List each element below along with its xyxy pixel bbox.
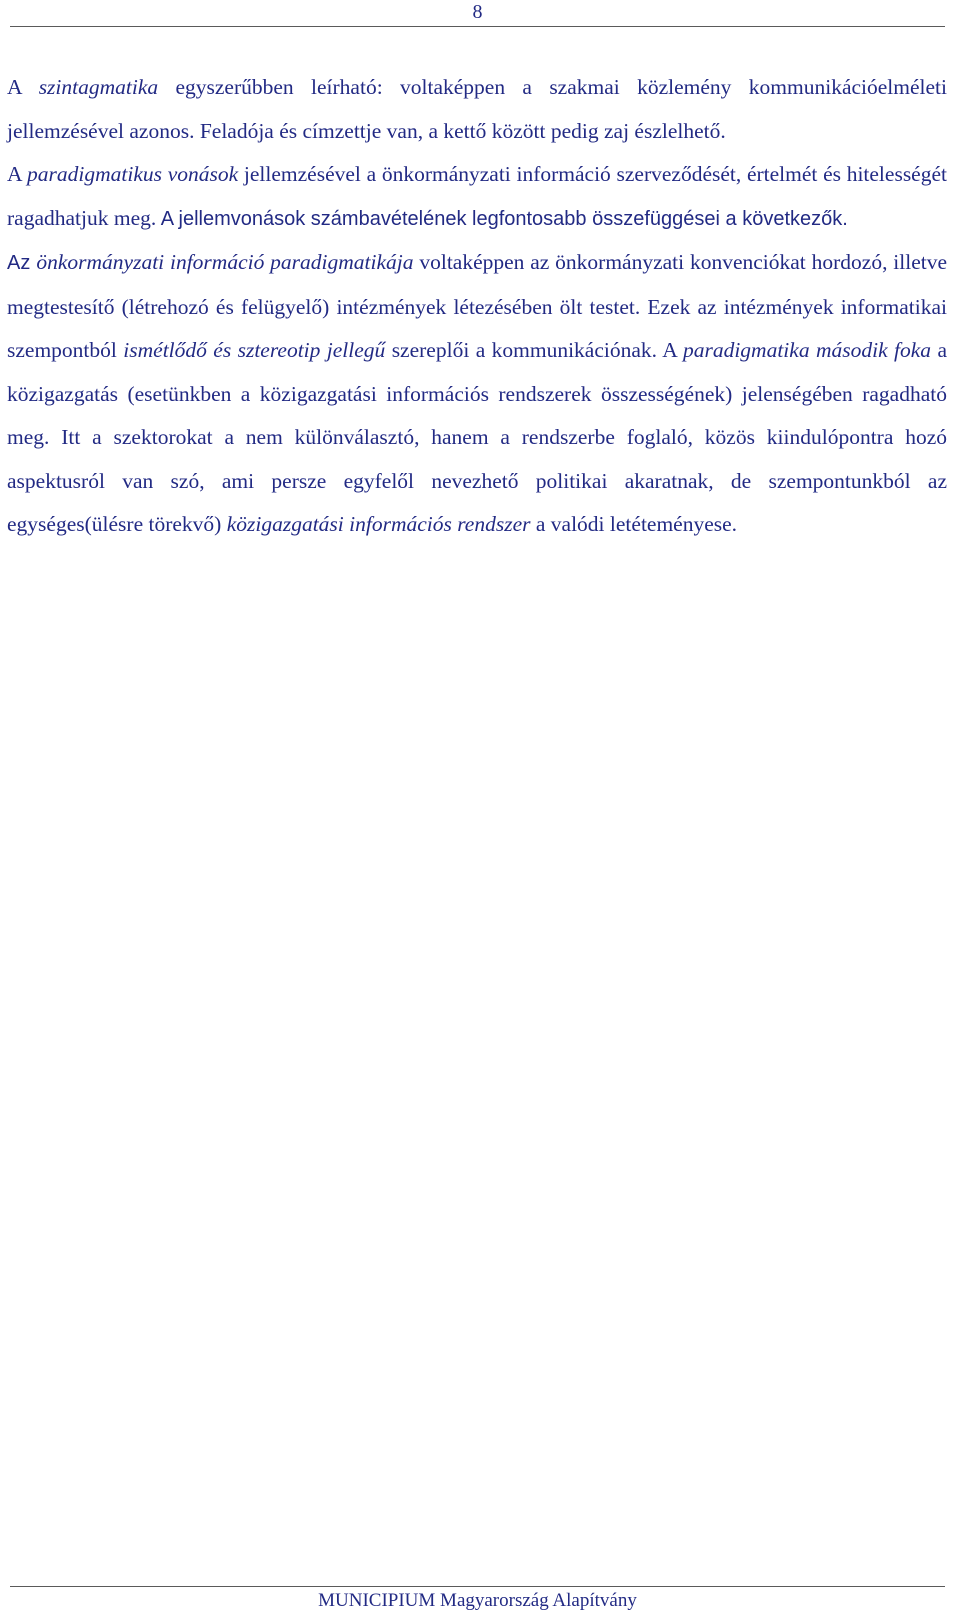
term-ismetlodo-es-sztereotip: ismétlődő és sztereotip jellegű xyxy=(123,338,386,362)
term-szintagmatika: szintagmatika xyxy=(38,75,159,99)
paragraph-syntagmatics xyxy=(7,66,947,153)
page-footer xyxy=(10,1586,945,1615)
text-run-sans: A jellemvonások számbavételének legfontosabb összefüggései a következők. xyxy=(156,207,848,230)
text-run: egyszerűbben leírható: voltaképpen a szakmai közlemény kommunikációelméleti jellemzésével azonos. Feladója és címzettje van, a kettő között pedig zaj észlelhető. xyxy=(7,75,947,143)
page-header xyxy=(10,0,945,27)
page-number: 8 xyxy=(472,1,483,23)
paragraph-paradigmatics xyxy=(7,241,947,547)
text-run: A xyxy=(7,75,39,99)
text-run: jellemzésével a önkormányzati információ szerveződését, értelmét és hitelességét ragadhatjuk meg. xyxy=(7,162,947,230)
text-run: voltaképpen az önkormányzati konvenciókat hordozó, illetve megtestesítő (létrehozó és felügyelő) intézmények létezésében ölt testet. Ezek az intézmények informatikai szempontból xyxy=(7,250,948,362)
term-kozigazgatasi-informacios-rendszer: közigazgatási információs rendszer xyxy=(226,512,531,536)
term-paradigmatikus-vonasok: paradigmatikus vonások xyxy=(27,162,239,186)
text-run: a valódi letéteményese. xyxy=(530,512,738,536)
term-onkormanyzati-informacio-paradigmatikaja: önkormányzati információ paradigmatikája xyxy=(36,250,414,274)
document-body xyxy=(7,66,947,547)
text-run: A xyxy=(7,162,28,186)
paragraph-paradigmatic-features xyxy=(7,153,947,241)
text-run: a közigazgatás (esetünkben a közigazgatási információs rendszerek összességének) jelenségében ragadható meg. Itt a szektorokat a nem különválasztó, hanem a rendszerbe foglaló, közös kiindulópontra hozó aspektusról van szó, ami persze egyfelől nevezhető politikai akaratnak, de szempontunkból az egységes(ülésre törekvő) xyxy=(7,338,947,536)
footer-organization: MUNICIPIUM Magyarország Alapítvány xyxy=(318,1590,637,1611)
text-run: szereplői a kommunikációnak. A xyxy=(385,338,683,362)
text-run-sans: Az xyxy=(7,252,37,274)
term-paradigmatika-masodik-foka: paradigmatika második foka xyxy=(682,338,932,362)
